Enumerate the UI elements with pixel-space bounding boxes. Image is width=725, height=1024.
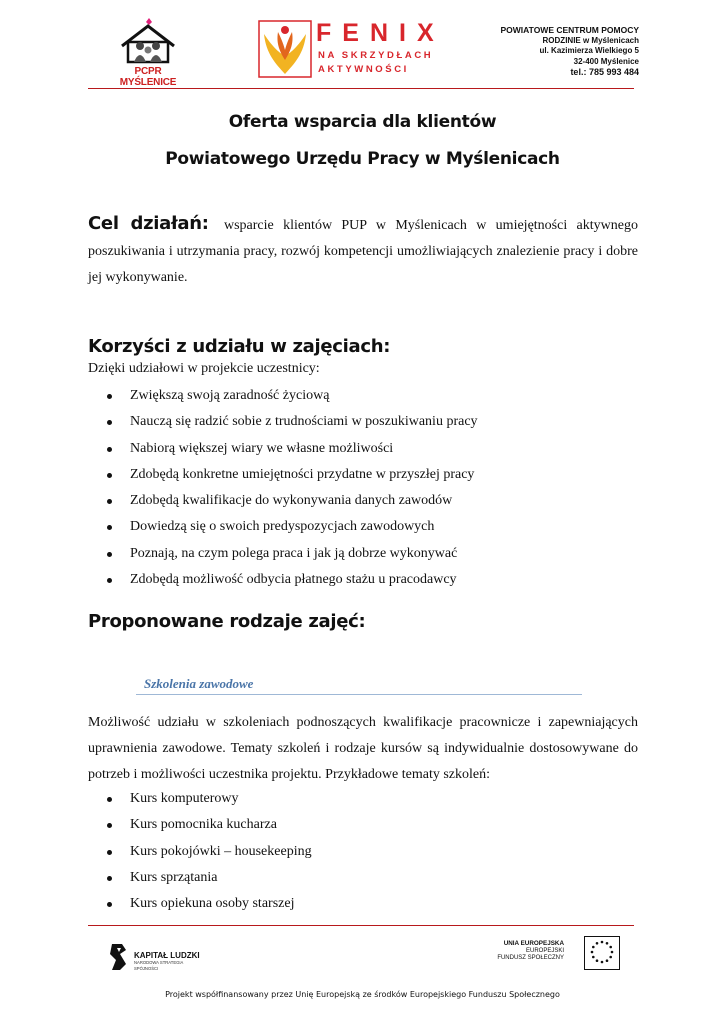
address-line: RODZINIE w Myślenicach xyxy=(542,35,639,45)
house-family-icon xyxy=(112,16,184,66)
benefits-list xyxy=(88,383,648,593)
fenix-title: FENIX xyxy=(316,19,445,47)
goal-label: Cel działań: xyxy=(88,213,209,234)
kl-subtitle: NARODOWA STRATEGIA SPÓJNOŚCI xyxy=(134,960,184,971)
document-title-line2: Powiatowego Urzędu Pracy w Myślenicach xyxy=(165,149,560,169)
document-title-line1: Oferta wsparcia dla klientów xyxy=(228,112,497,132)
list-item: Kurs pokojówki – housekeeping xyxy=(88,839,648,865)
list-item: Zdobędą konkretne umiejętności przydatne w przyszłej pracy xyxy=(88,462,648,488)
list-item: Kurs pomocnika kucharza xyxy=(88,812,648,838)
header-divider xyxy=(88,88,634,89)
fenix-logo xyxy=(258,19,445,80)
list-item: Nabiorą większej wiary we własne możliwości xyxy=(88,436,648,462)
kl-title: KAPITAŁ LUDZKI xyxy=(134,951,200,960)
benefits-heading: Korzyści z udziału w zajęciach: xyxy=(88,336,391,357)
kapital-ludzki-logo xyxy=(108,942,208,972)
list-item: Poznają, na czym polega praca i jak ją dobrze wykonywać xyxy=(88,541,648,567)
pcpr-logo xyxy=(112,16,184,88)
list-item: Kurs opiekuna osoby starszej xyxy=(88,891,648,917)
fenix-subtitle-1: NA SKRZYDŁACH xyxy=(318,50,434,61)
subsection-divider xyxy=(136,694,582,695)
eu-line3: FUNDUSZ SPOŁECZNY xyxy=(497,955,564,961)
list-item: Nauczą się radzić sobie z trudnościami w poszukiwaniu pracy xyxy=(88,409,648,435)
eu-line2: EUROPEJSKI xyxy=(525,947,564,954)
list-item: Kurs sprzątania xyxy=(88,865,648,891)
address-phone: tel.: 785 993 484 xyxy=(570,67,639,77)
footer-divider xyxy=(88,925,634,926)
phoenix-icon xyxy=(258,20,312,78)
training-paragraph: Możliwość udziału w szkoleniach podnoszących kwalifikacje pracownicze i zapewniających uprawnienia zawodowe. Tematy szkoleń i rodzaje kursów są indywidualnie dostosowywane do potrzeb i możliwości uczestnika projektu. Przykładowe tematy szkoleń: xyxy=(88,715,638,782)
eu-logo xyxy=(496,936,620,970)
list-item: Zdobędą kwalifikacje do wykonywania danych zawodów xyxy=(88,488,648,514)
benefits-intro: Dzięki udziałowi w projekcie uczestnicy: xyxy=(88,361,320,376)
activities-heading: Proponowane rodzaje zajęć: xyxy=(88,611,366,632)
pcpr-label: PCPR MYŚLENICE xyxy=(119,66,177,88)
fenix-subtitle-2: AKTYWNOŚCI xyxy=(318,64,409,75)
address-block xyxy=(500,25,639,78)
list-item: Zdobędą możliwość odbycia płatnego stażu u pracodawcy xyxy=(88,567,648,593)
eu-flag-icon xyxy=(584,936,620,970)
address-line: 32-400 Myślenice xyxy=(573,56,639,66)
address-line: POWIATOWE CENTRUM POMOCY xyxy=(500,25,639,35)
training-list xyxy=(88,786,648,917)
subsection-title: Szkolenia zawodowe xyxy=(144,676,254,691)
kapital-ludzki-icon xyxy=(108,942,130,972)
footer-note: Projekt współfinansowany przez Unię Europejską ze środków Europejskiego Funduszu Społecznego xyxy=(165,990,560,999)
list-item: Zwiększą swoją zaradność życiową xyxy=(88,383,648,409)
list-item: Dowiedzą się o swoich predyspozycjach zawodowych xyxy=(88,514,648,540)
eu-line1: UNIA EUROPEJSKA xyxy=(503,940,564,947)
list-item: Kurs komputerowy xyxy=(88,786,648,812)
goal-paragraph xyxy=(88,211,638,291)
address-line: ul. Kazimierza Wielkiego 5 xyxy=(539,46,639,55)
goal-text: wsparcie klientów PUP w Myślenicach w umiejętności aktywnego poszukiwania i utrzymania pracy, rozwój kompetencji umożliwiających znalezienie pracy i dobre jej wykonywanie. xyxy=(88,218,638,285)
